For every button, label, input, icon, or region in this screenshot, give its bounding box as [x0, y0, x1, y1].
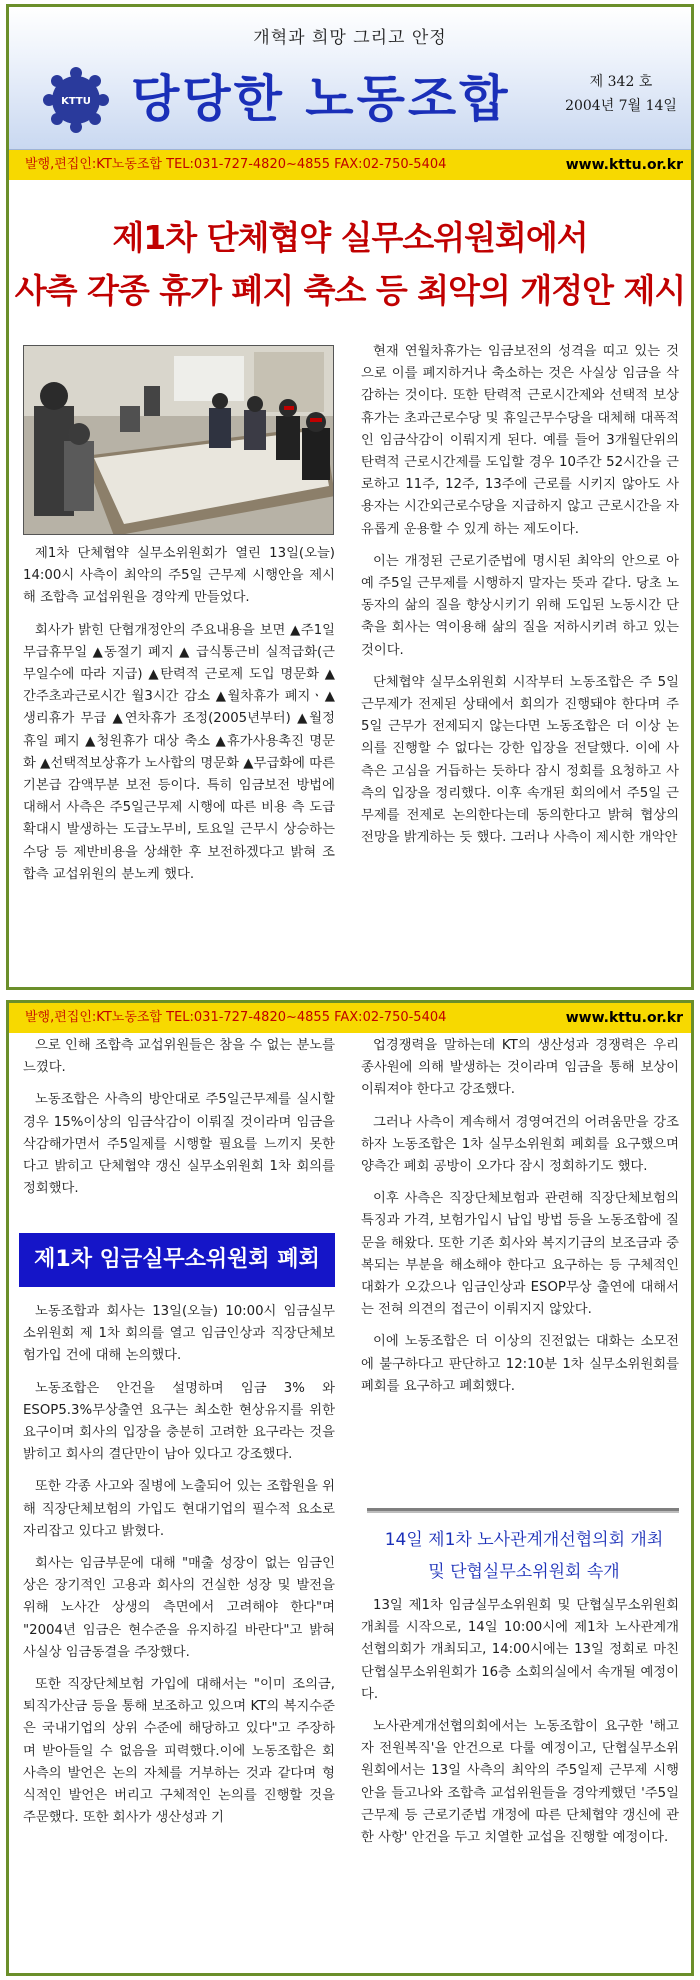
article-paragraph: 회사가 밝힌 단협개정안의 주요내용을 보면 ▲주1일 무급휴무일 ▲동절기 폐지 ▲ 급식통근비 실적급화(근무일수에 따라 지급) ▲탄력적 근로제 도입 명문화 ▲ 간주초과근로시간 월3시간 감소 ▲월차휴가 폐지ㆍ▲생리휴가 무급 ▲연차휴가 조정(2005년부터) ▲월정휴일 폐지 ▲청원휴가 대상 축소 ▲휴가사용촉진 명문화 ▲선택적보상휴가 노사합의 명문화 ▲무급화에 따른 기본급 감액무분 보전 등이다. 특히 임금보전 방법에 대해서 사측은 주5일근무제 시행에 따른 비용 측 도급 확대시 발생하는 도급노무비, 토요일 근무시 상승하는 수당 등 제반비용을 상쇄한 후 보전하겠다고 밝혀 조합측 교섭위원의 분노케 했다. [23, 622, 335, 882]
article-paragraph: 이후 사측은 직장단체보험과 관련해 직장단체보험의 특징과 가격, 보험가입시 납입 방법 등을 노동조합에 질문을 해왔다. 또한 기존 회사와 복지기금의 보조금과 중복되는 부분을 해소해야 한다고 요구하는 등 구체적인 대화가 오갔으나 임금인상과 ESOP무상 출연에 대해서는 전혀 의견의 접근이 이뤄지지 않았다. [361, 1191, 679, 1318]
article-paragraph: 노동조합과 회사는 13일(오늘) 10:00시 임금실무소위원회 제 1차 회의를 열고 임금인상과 직장단체보험가입 건에 대해 논의했다. [23, 1304, 335, 1364]
article-paragraph: 현재 연월차휴가는 임금보전의 성격을 띠고 있는 것으로 이를 폐지하거나 축소하는 것은 사실상 임금을 삭감하는 것이다. 또한 탄력적 근로시간제와 선택적 보상휴가는 초과근로수당 및 휴일근무수당을 대체해 대폭적인 임금삭감이 이뤄지게 된다. 예를 들어 3개월단위의 탄력적 근로시간제를 도입할 경우 10주간 52시간을 근로하고 11주, 12주, 13주에 근로를 시키지 않아도 사용자는 시간외근로수당을 지급하지 않고 근로시간을 자유롭게 운용할 수 있게 하는 제도이다. [361, 344, 679, 537]
article-paragraph: 이에 노동조합은 더 이상의 진전없는 대화는 소모전에 불구하다고 판단하고 12:10분 1차 실무소위원회를 폐회를 요구하고 폐회했다. [361, 1334, 679, 1394]
article-paragraph: 노동조합은 안건을 설명하며 임금 3% 와 ESOP5.3%무상출연 요구는 최소한 현상유지를 위한 요구이며 회사의 입장을 충분히 고려한 요구라는 것을 밝히고 회사의 결단만이 남아 있다고 강조했다. [23, 1380, 335, 1463]
article-paragraph: 제1차 단체협약 실무소위원회가 열린 13일(오늘) 14:00시 사측이 최악의 주5일 근무제 시행안을 제시해 조합측 교섭위원을 경악케 만들었다. [23, 546, 335, 606]
publisher-info: 발행,편집인:KT노동조합 TEL:031-727-4820~4855 FAX:02-750-5404 [25, 1010, 447, 1025]
article-right-column-bottom [361, 1595, 679, 1969]
website-link[interactable]: www.kttu.or.kr [565, 1010, 683, 1026]
article-paragraph: 노사관계개선협의회에서는 노동조합이 요구한 '해고자 전원복직'을 안건으로 다룰 예정이고, 단협실무소위원회에서는 13일 사측의 최악의 주5일제 근무제 시행안을 들고나와 조합측 교섭위원들을 경악케했던 '주5일 근무제 등 근로기준법 개정에 따른 단체협약 갱신에 관한 사항' 안건을 두고 치열한 교섭을 진행할 예정이다. [361, 1719, 679, 1846]
section-heading-labor-council-line-1: 14일 제1차 노사관계개선협의회 개최 [384, 1530, 664, 1550]
article-paragraph: 노동조합은 사측의 방안대로 주5일근무제를 실시할 경우 15%이상의 임금삭감이 이뤄질 것이라며 임금을 삭감해가면서 주5일제를 시행할 필요를 느끼지 못한다고 밝히고 단체협약 갱신 실무소위원회 1차 회의를 정회했다. [23, 1092, 335, 1197]
article-paragraph: 회사는 임금부문에 대해 "매출 성장이 없는 임금인상은 장기적인 고용과 회사의 건실한 성장 및 발전을 위해 노사간 상생의 측면에서 고려해야 한다"며 "2004년 임금은 현수준을 유지하길 바란다"고 밝혀 사실상 임금동결을 주장했다. [23, 1556, 335, 1660]
publisher-bar [9, 1003, 691, 1033]
article-right-column-top [361, 1035, 679, 1501]
publisher-bar [9, 150, 691, 180]
slogan: 개혁과 희망 그리고 안정 [253, 28, 447, 48]
newsletter-page-2 [6, 1000, 694, 1976]
article-paragraph: 으로 인해 조합측 교섭위원들은 참을 수 없는 분노를 느꼈다. [23, 1038, 335, 1076]
newsletter-title: 당당한 노동조합 [131, 70, 511, 128]
meeting-photo [23, 345, 334, 535]
logo-text: KTTU [61, 96, 91, 107]
article-paragraph: 이는 개정된 근로기준법에 명시된 최악의 안으로 아예 주5일 근무제를 시행하지 말자는 뜻과 같다. 당초 노동자의 삶의 질을 향상시키기 위해 도입된 노동시간 단축을 회사는 역이용해 삶의 질을 저하시키려 하고 있는 것이다. [361, 553, 679, 658]
publisher-info: 발행,편집인:KT노동조합 TEL:031-727-4820~4855 FAX:02-750-5404 [25, 157, 447, 172]
issue-number: 제 342 호 [589, 74, 653, 90]
section-divider [367, 1508, 679, 1513]
article-left-column [23, 543, 335, 983]
section-heading-labor-council-line-2: 및 단협실무소위원회 속개 [428, 1562, 620, 1582]
headline-line-1: 제1차 단체협약 실무소위원회에서 [112, 218, 588, 257]
website-link[interactable]: www.kttu.or.kr [565, 157, 683, 173]
meeting-photo-image [24, 346, 334, 535]
article-right-column [361, 341, 679, 983]
article-left-column-bottom [23, 1301, 335, 1969]
article-paragraph: 단체협약 실무소위원회 시작부터 노동조합은 주 5일근무제가 전제된 상태에서 회의가 진행돼야 한다며 주 5일 근무가 전제되지 않는다면 노동조합은 더 이상 논의를 진행할 수 없다는 강한 입장을 전달했다. 이에 사측은 고심을 거듭하는 듯하다 잠시 정회를 요청하고 사측의 입장을 정리했다. 이후 속개된 회의에서 주5일 근무제를 전제로 논의한다는데 동의한다고 밝혀 협상의 전망을 밝게하는 듯 했다. 그러나 사측이 제시한 개악안 [361, 674, 679, 846]
issue-date: 2004년 7월 14일 [565, 98, 677, 114]
article-paragraph: 그러나 사측이 계속해서 경영여건의 어려움만을 강조하자 노동조합은 1차 실무소위원회 폐회를 요구했으며 양측간 폐회 공방이 오가다 잠시 정회하기도 했다. [361, 1114, 679, 1175]
article-paragraph: 13일 제1차 임금실무소위원회 및 단협실무소위원회 개최를 시작으로, 14일 10:00시에 제1차 노사관계개선협의회가 개최되고, 14:00시에는 13일 정회로 마친 단협실무소위원회가 16층 소회의실에서 속개될 예정이다. [361, 1598, 679, 1702]
newsletter-page-1 [6, 4, 694, 990]
headline-line-2: 사측 각종 휴가 폐지 축소 등 최악의 개정안 제시 [14, 271, 686, 310]
kttu-logo-icon [43, 67, 109, 133]
article-paragraph: 업경쟁력을 말하는데 KT의 생산성과 경쟁력은 우리 종사원에 의해 발생하는 것이라며 임금을 통해 보상이 이뤄져야 한다고 강조했다. [361, 1038, 679, 1098]
article-paragraph: 또한 각종 사고와 질병에 노출되어 있는 조합원을 위해 직장단체보험의 가입도 현대기업의 필수적 요소로 자리잡고 있다고 밝혔다. [23, 1479, 335, 1539]
masthead [9, 7, 691, 150]
article-left-column-top [23, 1035, 335, 1225]
article-paragraph: 또한 직장단체보험 가입에 대해서는 "이미 조의금, 퇴직가산금 등을 통해 보조하고 있으며 KT의 복지수준은 국내기업의 상위 수준에 해당하고 있다"고 주장하며 받아들일 수 없음을 피력했다.이에 노동조합은 회사측의 발언은 논의 자체를 거부하는 것과 같다며 형식적인 발언은 버리고 구체적인 논의를 진행할 것을 주문했다. 또한 회사가 생산성과 기 [23, 1677, 335, 1826]
section-heading-wage-committee: 제1차 임금실무소위원회 폐회 [19, 1233, 335, 1287]
